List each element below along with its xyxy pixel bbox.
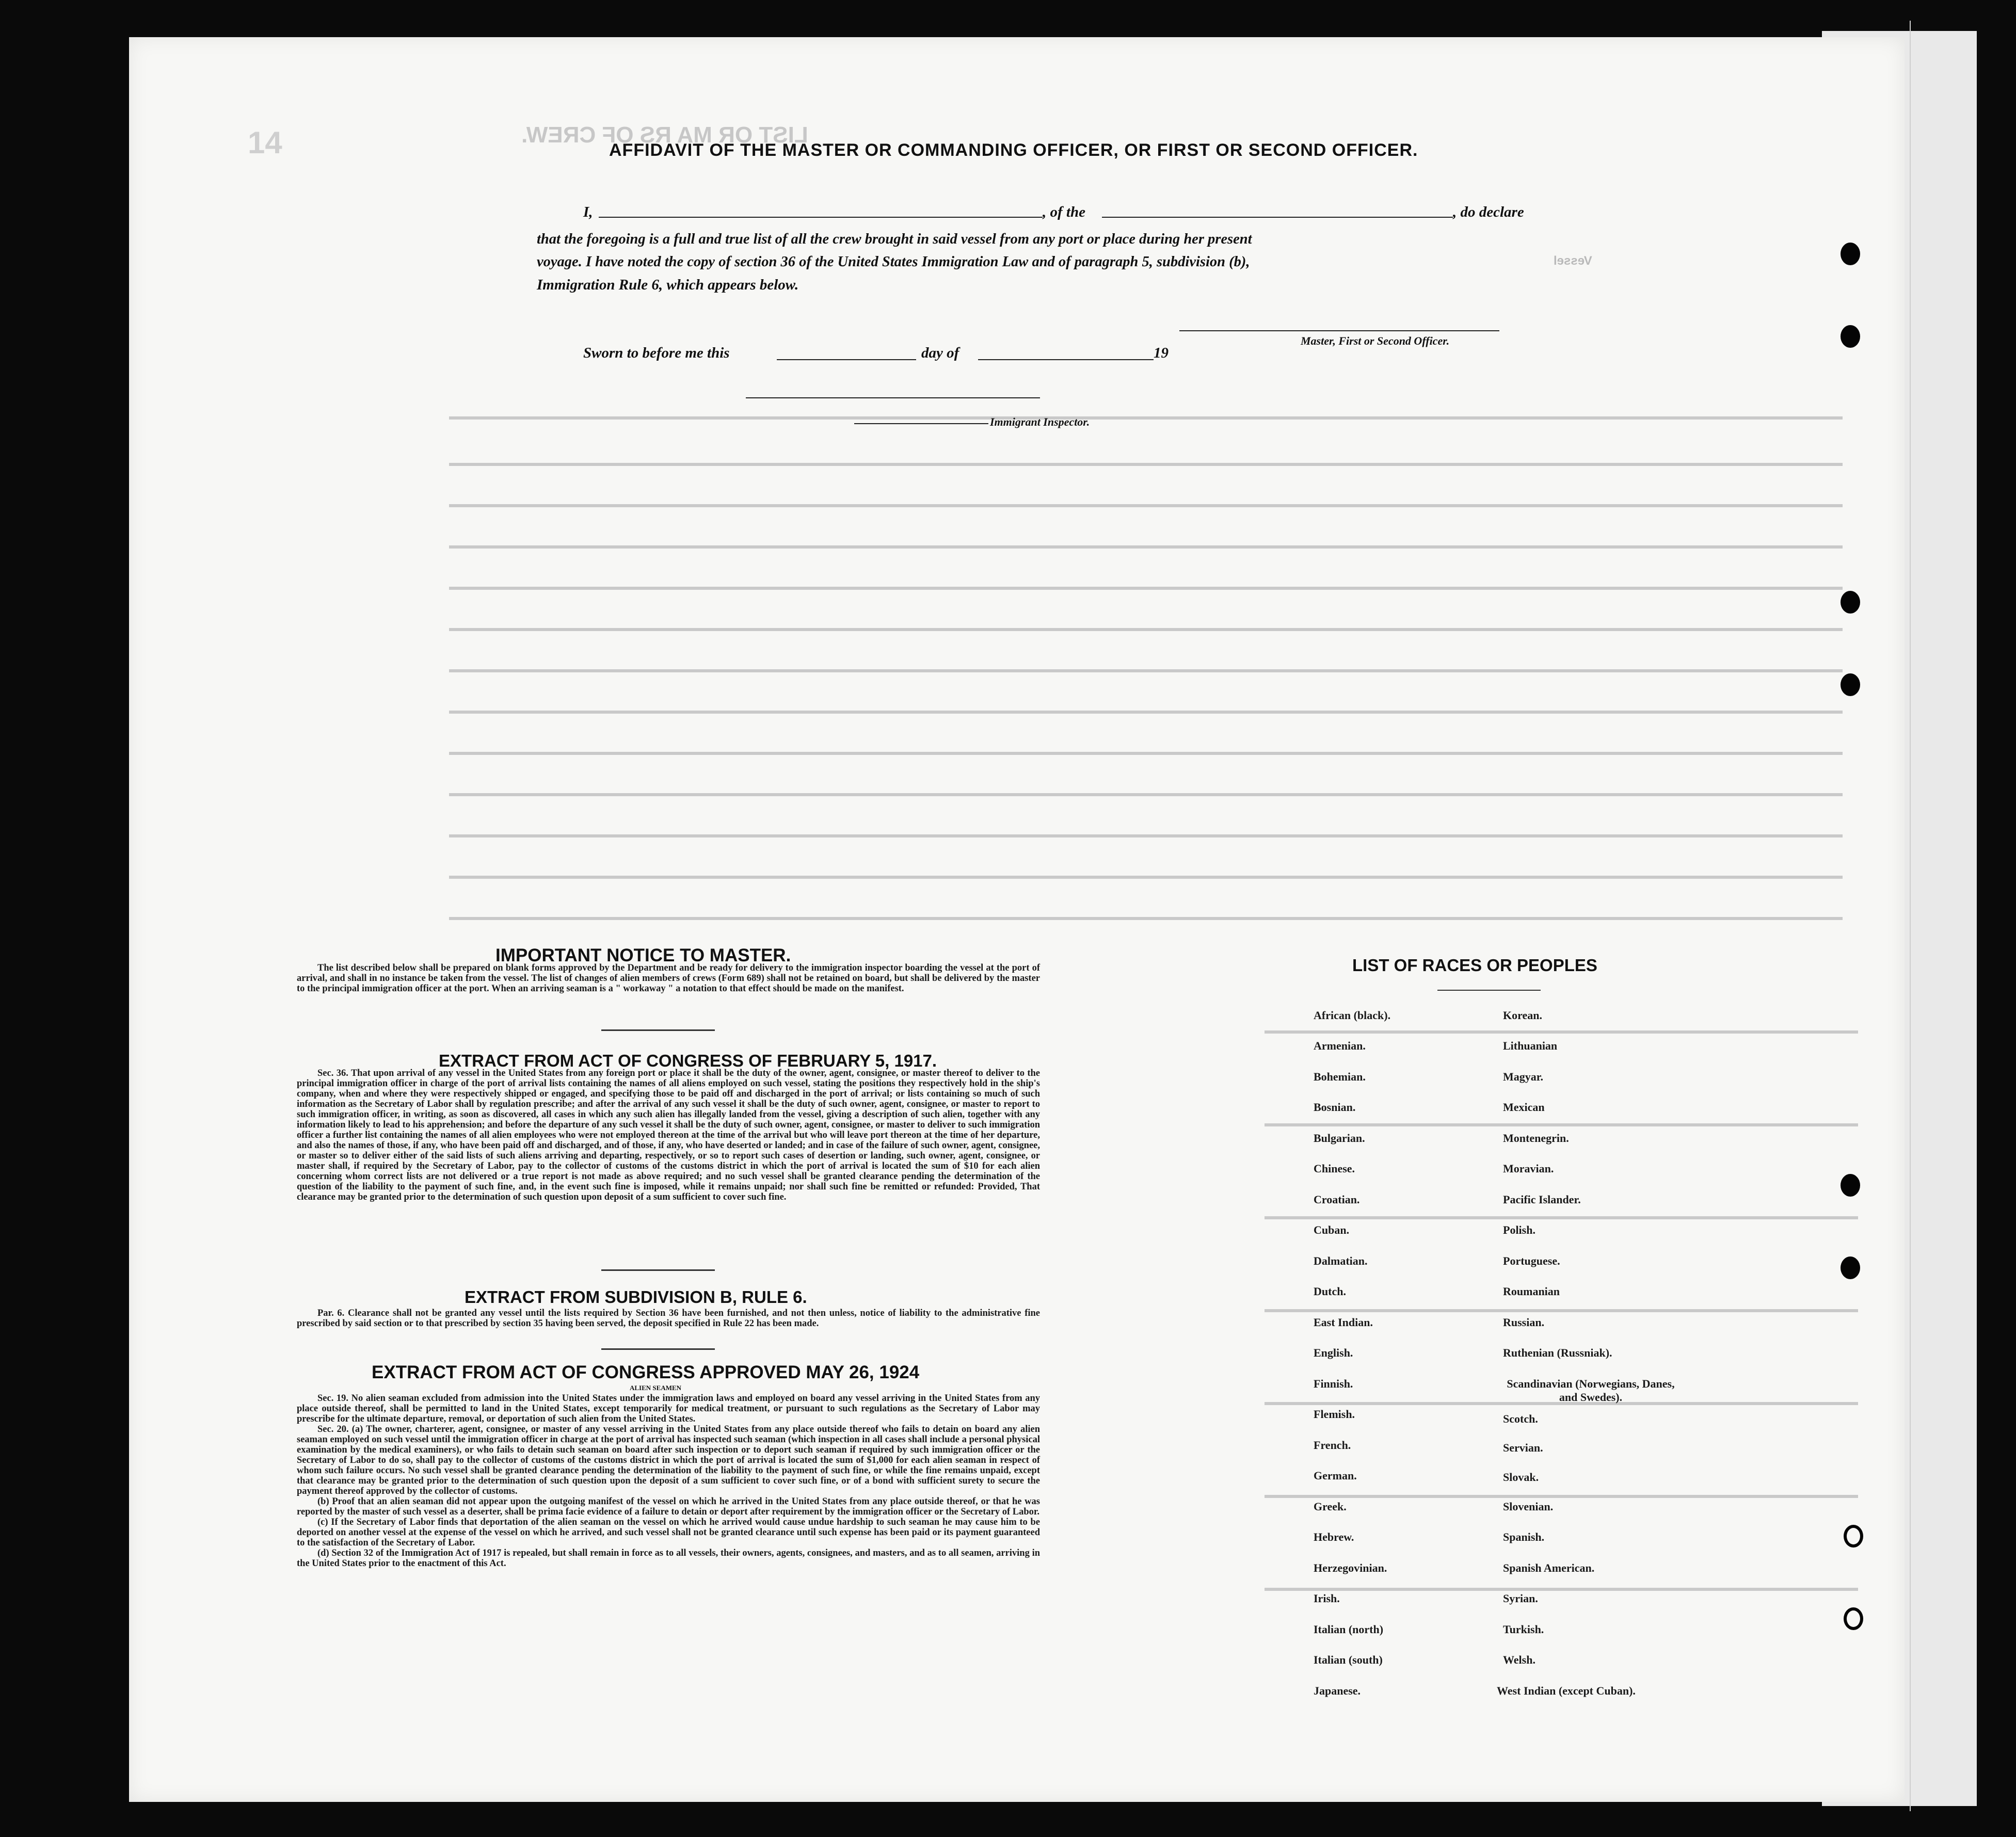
extract-rule6-text	[297, 1308, 1040, 1329]
affidavit-declare-label: , do declare	[1453, 204, 1524, 220]
bleed-row-1	[449, 416, 1843, 420]
inspector-signature-line-2[interactable]	[854, 423, 988, 424]
separator-3	[601, 1348, 715, 1350]
extract-rule6-title: EXTRACT FROM SUBDIVISION B, RULE 6.	[465, 1287, 807, 1307]
sworn-year-label: 19	[1154, 345, 1169, 361]
section-36-paragraph: Sec. 36. That upon arrival of any vessel in the United States from any foreign port or place it shall be the duty of the owner, agent, consignee, or master thereof to deliver to the principal immigration officer in charge of the port of arrival lists containing the names of all aliens employed on such vessel, stating the positions they respectively hold in the ship's company, when and where they were respectively shipped or engaged, and specifying those to be paid off and discharged in the port of arrival; or lists containing so much of such information as the Secretary of Labor shall by regulation prescribe; and after the arrival of any such vessel it shall be the duty of such owner, agent, consignee, or master to report to such immigration officer, in writing, as soon as discovered, all cases in which any such alien has illegally landed from the vessel, giving a description of such alien, together with any information likely to lead to his apprehension; and before the departure of any such vessel it shall be the duty of such owner, agent, consignee, or master to deliver to such immigration officer a further list containing the names of all alien employees who were not employed thereon at the time of the arrival but who will leave port thereon at the time of her departure, and also the names of those, if any, who have been paid off and discharged, and of those, if any, who have deserted or landed; and in case of the failure of such owner, agent, consignee, or master so to deliver either of the said lists of such aliens arriving and departing, respectively, or so to report such cases of desertion or landing, such owner, agent, consignee, or master shall, if required by the Secretary of Labor, pay to the collector of customs of the customs district in which the port of arrival is located the sum of $10 for each alien concerning whom correct lists are not delivered or a true report is not made as above required; and no such vessel shall be granted clearance pending the determination of the question of the liability to the payment of such fine, and, in the event such fine is imposed, while it remains unpaid; nor shall such fine be remitted or refunded: Provided, That clearance may be granted prior to the determination of such question upon deposit of a sum sufficient to cover such fine.	[297, 1068, 1040, 1202]
bleed-row-10	[449, 793, 1843, 796]
race-left-6: Chinese.	[1314, 1162, 1355, 1175]
race-left-22: Italian (south)	[1314, 1653, 1383, 1666]
race-right-12: Ruthenian (Russniak).	[1503, 1346, 1612, 1359]
race-right-14: Scotch.	[1503, 1412, 1538, 1425]
race-right-18: Spanish.	[1503, 1530, 1545, 1543]
bleed-row-2	[449, 463, 1843, 466]
bleed-row-6	[449, 628, 1843, 631]
race-left-23: Japanese.	[1314, 1684, 1361, 1697]
race-right-11: Russian.	[1503, 1316, 1545, 1329]
race-right-20: Syrian.	[1503, 1592, 1538, 1605]
binder-hole-8	[1844, 1607, 1863, 1630]
separator-2	[601, 1269, 715, 1271]
race-left-3: Bohemian.	[1314, 1070, 1366, 1083]
extract-1924-text	[297, 1393, 1040, 1569]
vessel-name-line[interactable]	[1102, 217, 1453, 218]
bleed-row-16	[1265, 1216, 1858, 1219]
bleed-row-3	[449, 504, 1843, 507]
sec-20d-paragraph: (d) Section 32 of the Immigration Act of 1917 is repealed, but shall remain in force as to all vessels, their owners, agents, consignees, and masters, and as to all seamen, arriving in the United States prior to the enactment of this Act.	[297, 1548, 1040, 1569]
extract-1924-title: EXTRACT FROM ACT OF CONGRESS APPROVED MAY 26, 1924	[372, 1362, 920, 1382]
bleed-row-12	[449, 876, 1843, 879]
binder-hole-4	[1841, 673, 1860, 696]
race-left-8: Cuban.	[1314, 1223, 1350, 1236]
race-right-5: Montenegrin.	[1503, 1132, 1569, 1145]
binder-hole-2	[1841, 325, 1860, 348]
extract-1917-title: EXTRACT FROM ACT OF CONGRESS OF FEBRUARY 5, 1917.	[439, 1051, 937, 1070]
notice-paragraph: The list described below shall be prepared on blank forms approved by the Department and be ready for delivery to the immigration inspector boarding the vessel at the port of arrival, and shall in no instance be taken from the vessel. The list of changes of alien members of crews (Form 689) shall not be retained on board, but shall be delivered by the master to the principal immigration officer at the port. When an arriving seaman is a " workaway " a notation to that effect should be made on the manifest.	[297, 963, 1040, 994]
race-right-17: Slovenian.	[1503, 1500, 1554, 1513]
race-left-7: Croatian.	[1314, 1193, 1360, 1206]
race-left-16: German.	[1314, 1469, 1357, 1482]
sec-20b-paragraph: (b) Proof that an alien seaman did not appear upon the outgoing manifest of the vessel on which he arrived in the United States from any place outside thereof, or that he was reported by the master of such vessel as a deserter, shall be prima facie evidence of a failure to detain or deport after requirement by the immigration officer or the Secretary of Labor.	[297, 1496, 1040, 1517]
race-left-14: Flemish.	[1314, 1408, 1355, 1421]
race-right-21: Turkish.	[1503, 1623, 1544, 1636]
master-signature-line[interactable]	[1179, 330, 1499, 331]
race-right-8: Polish.	[1503, 1223, 1535, 1236]
race-left-19: Herzegovinian.	[1314, 1561, 1387, 1574]
alien-seamen-subtitle: ALIEN SEAMEN	[630, 1384, 682, 1392]
bleed-row-13	[449, 917, 1843, 920]
bleed-row-4	[449, 545, 1843, 549]
race-left-11: East Indian.	[1314, 1316, 1373, 1329]
race-left-15: French.	[1314, 1439, 1351, 1452]
race-left-18: Hebrew.	[1314, 1530, 1354, 1543]
sec-19-paragraph: Sec. 19. No alien seaman excluded from admission into the United States under the immigration laws and employed on board any vessel arriving in the United States from any place outside thereof, shall be permitted to land in the United States, except temporarily for medical treatment, or pursuant to such regulations as the Secretary of Labor may prescribe for the ultimate departure, removal, or deportation of such alien from the United States.	[297, 1393, 1040, 1424]
page-edge	[1910, 21, 1911, 1811]
affidavit-of-the-label: , of the	[1043, 204, 1085, 220]
bleed-through-page-number: 14	[248, 125, 282, 160]
race-right-13: Scandinavian (Norwegians, Danes, and Swedes).	[1507, 1377, 1675, 1404]
bleed-row-7	[449, 669, 1843, 672]
binder-hole-1	[1841, 243, 1860, 265]
affidavit-line-4: Immigration Rule 6, which appears below.	[537, 277, 799, 293]
race-right-3: Magyar.	[1503, 1070, 1544, 1083]
race-right-2: Lithuanian	[1503, 1039, 1558, 1052]
affidavit-line-3: voyage. I have noted the copy of section 36 of the United States Immigration Law and of paragraph 5, subdivision (b),	[537, 254, 1250, 270]
bleed-row-11	[449, 834, 1843, 837]
race-left-2: Armenian.	[1314, 1039, 1366, 1052]
notice-title: IMPORTANT NOTICE TO MASTER.	[495, 945, 791, 965]
affidavit-i-label: I,	[583, 204, 593, 220]
race-left-4: Bosnian.	[1314, 1101, 1356, 1114]
race-left-9: Dalmatian.	[1314, 1254, 1368, 1267]
sec-20a-paragraph: Sec. 20. (a) The owner, charterer, agent, consignee, or master of any vessel arriving in the United States from any place outside thereof who fails to detain on board any alien seaman employed on such vessel until the immigration officer in charge at the port of arrival has inspected such seaman (which inspection in all cases shall include a personal physical examination by the medical examiners), or who fails to detain such seaman on board after such inspection or to deport such seaman if required by such immigration officer or the Secretary of Labor to do so, shall pay to the collector of customs of the customs district in which the port of arrival is located the sum of $1,000 for each alien seaman in respect of whom such failure occurs. No such vessel shall be granted clearance pending the determination of the liability to the payment of such fine, or while the fine remains unpaid, except that clearance may be granted prior to the determination of such question upon the deposit of a sum sufficient to cover such fine, or of a bond with sufficient surety to secure the payment thereof approved by the collector of customs.	[297, 1424, 1040, 1496]
bleed-row-19	[1265, 1495, 1858, 1498]
race-right-4: Mexican	[1503, 1101, 1545, 1114]
race-left-13: Finnish.	[1314, 1377, 1353, 1390]
sworn-day-line[interactable]	[777, 359, 916, 360]
race-right-6: Moravian.	[1503, 1162, 1554, 1175]
bleed-row-14	[1265, 1030, 1858, 1034]
master-signature-label: Master, First or Second Officer.	[1301, 334, 1450, 347]
inspector-label: Immigrant Inspector.	[990, 415, 1090, 428]
binder-hole-6	[1841, 1256, 1860, 1279]
day-of-label: day of	[921, 345, 959, 361]
race-left-17: Greek.	[1314, 1500, 1347, 1513]
race-right-10: Roumanian	[1503, 1285, 1560, 1298]
race-left-21: Italian (north)	[1314, 1623, 1384, 1636]
bleed-row-20	[1265, 1588, 1858, 1591]
race-right-7: Pacific Islander.	[1503, 1193, 1581, 1206]
affidavit-title: AFFIDAVIT OF THE MASTER OR COMMANDING OFFICER, OR FIRST OR SECOND OFFICER.	[609, 140, 1418, 160]
bleed-row-8	[449, 711, 1843, 714]
race-right-1: Korean.	[1503, 1009, 1542, 1022]
separator-1	[601, 1029, 715, 1031]
binder-hole-5	[1841, 1174, 1860, 1197]
affidavit-line-2: that the foregoing is a full and true list of all the crew brought in said vessel from any port or place during her present	[537, 231, 1252, 247]
binder-hole-7	[1844, 1525, 1863, 1548]
sec-20c-paragraph: (c) If the Secretary of Labor finds that deportation of the alien seaman on the vessel on which he arrived would cause undue hardship to such seaman he may cause him to be deported on another vessel at the expense of the vessel on which he arrived, and such vessel shall not be granted clearance until such expense has been paid or its payment guaranteed to the satisfaction of the Secretary of Labor.	[297, 1517, 1040, 1548]
races-separator	[1437, 990, 1541, 991]
binder-hole-3	[1841, 591, 1860, 614]
race-right-23: West Indian (except Cuban).	[1497, 1684, 1636, 1697]
par-6-paragraph: Par. 6. Clearance shall not be granted any vessel until the lists required by Section 36 have been furnished, and not then unless, notice of liability to the administrative fine prescribed by said section or to that prescribed by section 35 having been served, the deposit specified in Rule 22 has been made.	[297, 1308, 1040, 1329]
extract-1917-text	[297, 1068, 1040, 1202]
sworn-label: Sworn to before me this	[583, 345, 730, 361]
race-right-19: Spanish American.	[1503, 1561, 1595, 1574]
bleed-row-5	[449, 587, 1843, 590]
bleed-row-15	[1265, 1123, 1858, 1126]
inspector-signature-line[interactable]	[746, 397, 1040, 398]
race-right-16: Slovak.	[1503, 1471, 1539, 1484]
race-right-15: Servian.	[1503, 1441, 1543, 1454]
bleed-row-9	[449, 752, 1843, 755]
sworn-month-line[interactable]	[978, 359, 1154, 360]
bleed-through-heading: LIST OR MA RS OF CREW.	[521, 122, 808, 148]
notice-text	[297, 963, 1040, 994]
race-left-20: Irish.	[1314, 1592, 1340, 1605]
bleed-through-vessel-label: Vessel	[1554, 254, 1592, 268]
race-right-22: Welsh.	[1503, 1653, 1535, 1666]
races-title: LIST OF RACES OR PEOPLES	[1352, 956, 1597, 975]
bleed-row-17	[1265, 1309, 1858, 1312]
race-left-5: Bulgarian.	[1314, 1132, 1365, 1145]
master-name-line[interactable]	[599, 217, 1043, 218]
race-left-10: Dutch.	[1314, 1285, 1346, 1298]
race-left-1: African (black).	[1314, 1009, 1391, 1022]
race-right-9: Portuguese.	[1503, 1254, 1560, 1267]
race-left-12: English.	[1314, 1346, 1353, 1359]
